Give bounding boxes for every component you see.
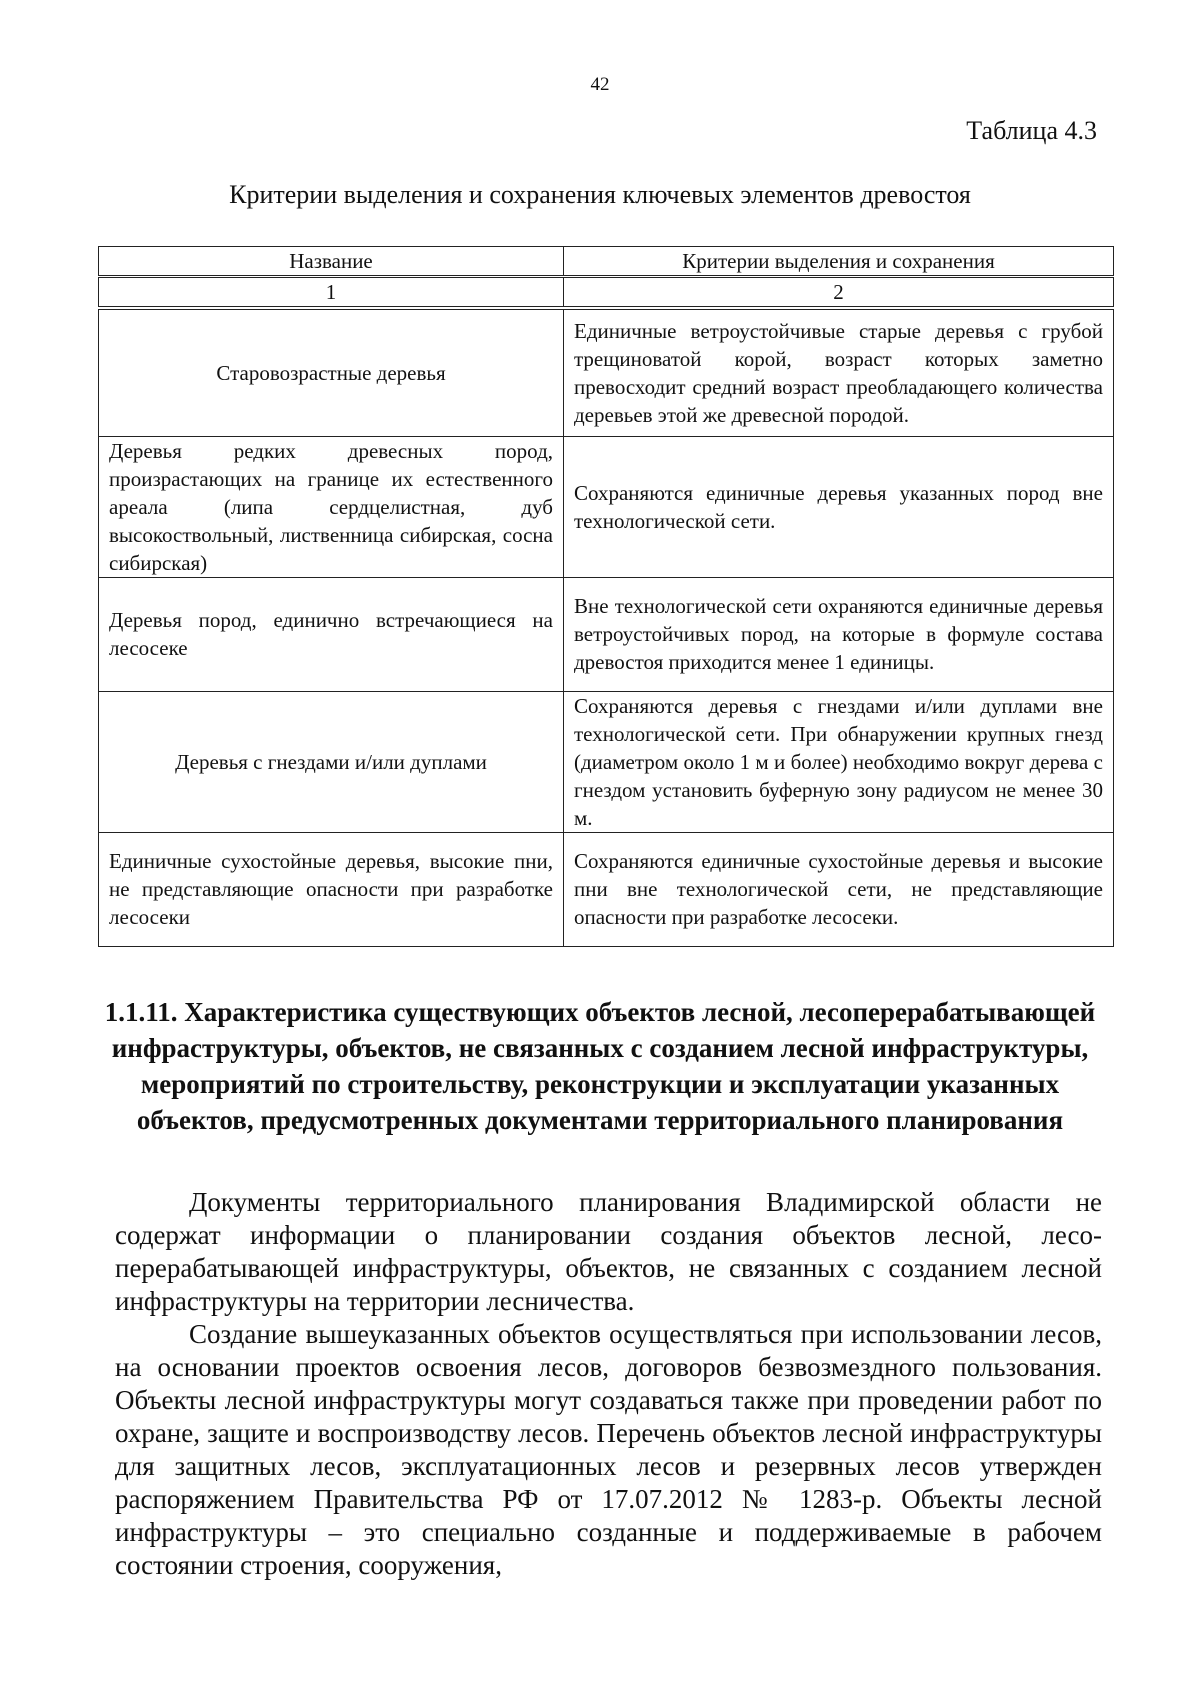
page-number: 42 [590, 74, 610, 95]
paragraph: Создание вышеуказанных объектов осуществляться при использовании лесов, на основании проектов освоения лесов, договоров безвозмездного пользования. Объекты лесной инфраструктуры могут создаваться также при проведении работ по охране, защите и воспроизводству лесов. Перечень объектов лесной инфраструктуры для защитных лесов, эксплуатационных лесов и резервных лесов утвержден распоряжением Правительства РФ от 17.07.2012 № 1283-р. Объекты лесной инфраструктуры – это специально созданные и поддерживаемые в рабочем состоянии строения, сооружения, [115, 1319, 1102, 1580]
row-name: Деревья пород, единично встречающиеся на лесосеке [99, 577, 564, 691]
row-name: Деревья редких древесных пород, произрастающих на границе их естественного ареала (липа сердцелистная, дуб высокоствольный, лиственница сибирская, сосна сибирская) [99, 436, 564, 577]
body-text [115, 1186, 1102, 1582]
column-number-1: 1 [99, 277, 564, 309]
table-label: Таблица 4.3 [966, 116, 1097, 145]
header-criteria: Критерии выделения и сохранения [564, 247, 1114, 277]
row-name: Деревья с гнездами и/или дуплами [99, 691, 564, 832]
table-row [99, 832, 1114, 946]
table-row [99, 577, 1114, 691]
column-number-2: 2 [564, 277, 1114, 309]
table-row [99, 308, 1114, 436]
table-row [99, 436, 1114, 577]
section-heading: 1.1.11. Характеристика существующих объектов лесной, лесоперерабатывающей инфраструктуры, объектов, не связанных с созданием лесной инфраструктуры, мероприятий по строительству, реконструкции и эксплуатации указанных объектов, предусмотренных документами территориального планирования [104, 997, 1096, 1135]
row-criteria: Сохраняются единичные сухостойные деревья и высокие пни вне технологической сети, не представляющие опасности при разработке лесосеки. [564, 832, 1114, 946]
column-number-row [99, 277, 1114, 309]
paragraph: Документы территориального планирования Владимирской области не содержат информации о планировании создания объектов лесной, лесоперерабатывающей инфраструктуры, объектов, не связанных с созданием лесной инфраструктуры на территории лесничества. [115, 1187, 1102, 1316]
row-criteria: Сохраняются единичные деревья указанных пород вне технологической сети. [564, 436, 1114, 577]
row-criteria: Сохраняются деревья с гнездами и/или дуплами вне технологической сети. При обнаружении крупных гнезд (диаметром около 1 м и более) необходимо вокруг дерева с гнездом установить буферную зону радиусом не менее 30 м. [564, 691, 1114, 832]
row-criteria: Единичные ветроустойчивые старые деревья с грубой трещиноватой корой, возраст которых заметно превосходит средний возраст преобладающего количества деревьев этой же древесной породой. [564, 308, 1114, 436]
table-header-row [99, 247, 1114, 277]
table-title: Критерии выделения и сохранения ключевых элементов древостоя [229, 180, 971, 209]
row-name: Единичные сухостойные деревья, высокие пни, не представляющие опасности при разработке лесосеки [99, 832, 564, 946]
table-row [99, 691, 1114, 832]
row-name: Старовозрастные деревья [99, 308, 564, 436]
header-name: Название [99, 247, 564, 277]
criteria-table [98, 246, 1114, 947]
row-criteria: Вне технологической сети охраняются единичные деревья ветроустойчивых пород, на которые в формуле состава древостоя приходится менее 1 единицы. [564, 577, 1114, 691]
